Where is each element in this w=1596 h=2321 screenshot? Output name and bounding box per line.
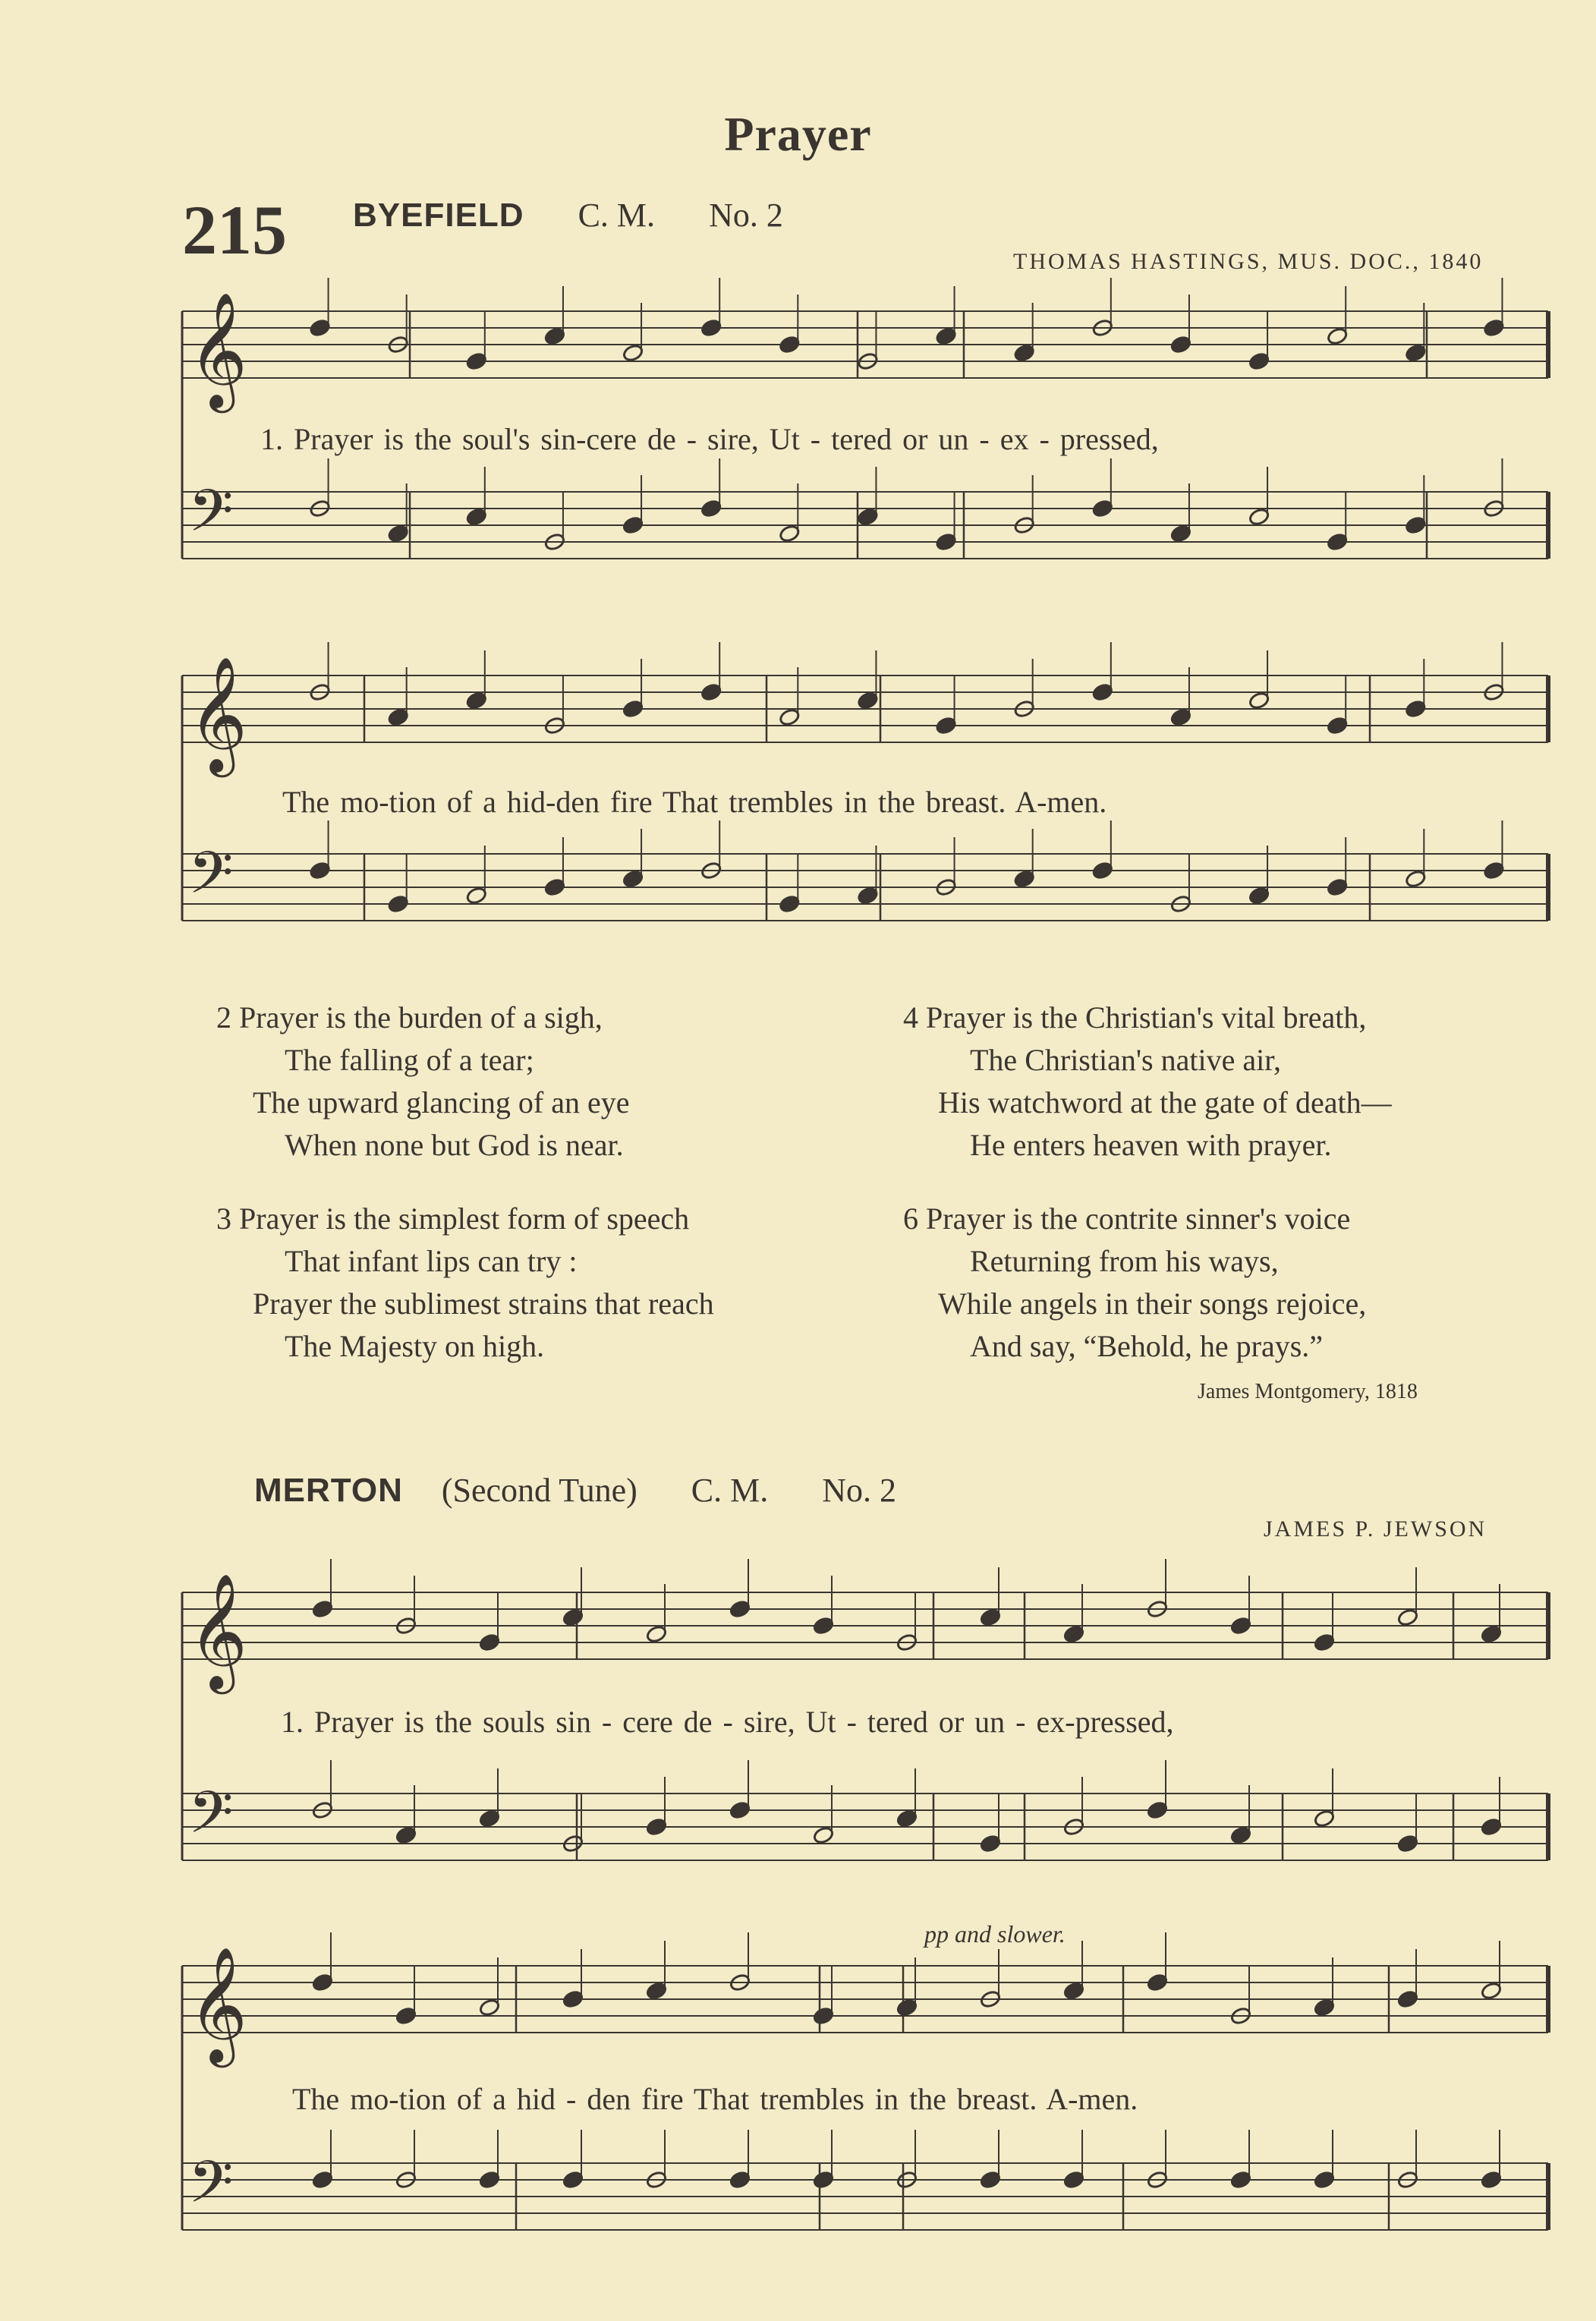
bass-clef-icon: 𝄢 xyxy=(188,839,234,921)
tune2-name: MERTON xyxy=(254,1472,403,1509)
verse-number: 4 xyxy=(903,1000,918,1035)
bass-clef-icon: 𝄢 xyxy=(188,477,234,559)
tune1-lyrics-line2: The mo-tion of a hid-den fire That trembles in the breast. A-men. xyxy=(282,785,1107,819)
tune2-meter: C. M. xyxy=(691,1472,769,1509)
verse-line: Prayer is the Christian's vital breath, xyxy=(926,1000,1367,1035)
verse-line: His watchword at the gate of death— xyxy=(938,1085,1392,1120)
tune2-composer: JAMES P. JEWSON xyxy=(1264,1516,1487,1542)
verse-number: 6 xyxy=(903,1201,918,1236)
bass-clef-icon: 𝄢 xyxy=(188,1778,234,1860)
bass-clef-icon: 𝄢 xyxy=(188,2148,234,2230)
verse-line: While angels in their songs rejoice, xyxy=(938,1286,1367,1321)
verse-line: Prayer is the simplest form of speech xyxy=(239,1201,690,1236)
treble-clef-icon: 𝄞 xyxy=(188,656,248,773)
verse-line: Prayer is the burden of a sigh, xyxy=(239,1000,603,1035)
tune1-name: BYEFIELD xyxy=(353,197,524,234)
tune2-lyrics-line2: The mo-tion of a hid - den fire That trembles in the breast. A-men. xyxy=(292,2082,1138,2116)
verse-line: Returning from his ways, xyxy=(970,1244,1279,1278)
verse-line: When none but God is near. xyxy=(285,1128,624,1162)
treble-clef-icon: 𝄞 xyxy=(188,291,248,408)
verse-line: He enters heaven with prayer. xyxy=(970,1128,1332,1162)
verse-number: 3 xyxy=(216,1201,231,1236)
treble-clef-icon: 𝄞 xyxy=(188,1573,248,1690)
verse-6 xyxy=(903,1198,1366,1368)
tune1-composer: THOMAS HASTINGS, MUS. DOC., 1840 xyxy=(1013,249,1484,274)
treble-clef-icon: 𝄞 xyxy=(188,1946,248,2063)
verse-author: James Montgomery, 1818 xyxy=(1198,1380,1418,1403)
tune2-heading xyxy=(254,1471,896,1510)
verse-4 xyxy=(903,997,1392,1167)
verse-line: The Christian's native air, xyxy=(970,1043,1281,1077)
tune1-number: No. 2 xyxy=(709,197,783,234)
tune2-expression: pp and slower. xyxy=(924,1920,1066,1948)
verse-number: 2 xyxy=(216,1000,231,1035)
verse-line: Prayer the sublimest strains that reach xyxy=(253,1286,714,1321)
verse-line: That infant lips can try : xyxy=(285,1244,578,1278)
tune2-subtitle: (Second Tune) xyxy=(441,1472,637,1509)
tune2-lyrics-line1: 1. Prayer is the souls sin - cere de - sire, Ut - tered or un - ex-pressed, xyxy=(281,1705,1174,1739)
verse-line: The falling of a tear; xyxy=(285,1043,534,1077)
tune2-number: No. 2 xyxy=(822,1472,897,1509)
tune1-lyrics-line1: 1. Prayer is the soul's sin-cere de - sire, Ut - tered or un - ex - pressed, xyxy=(260,422,1159,456)
verse-line: And say, “Behold, he prays.” xyxy=(970,1329,1324,1363)
verse-line: Prayer is the contrite sinner's voice xyxy=(926,1201,1351,1236)
verse-2 xyxy=(216,997,629,1167)
verse-line: The upward glancing of an eye xyxy=(253,1085,630,1120)
verse-line: The Majesty on high. xyxy=(285,1329,545,1363)
hymn-number: 215 xyxy=(182,191,287,269)
section-title: Prayer xyxy=(724,107,872,161)
verse-3 xyxy=(216,1198,714,1368)
tune1-meter: C. M. xyxy=(578,197,656,234)
